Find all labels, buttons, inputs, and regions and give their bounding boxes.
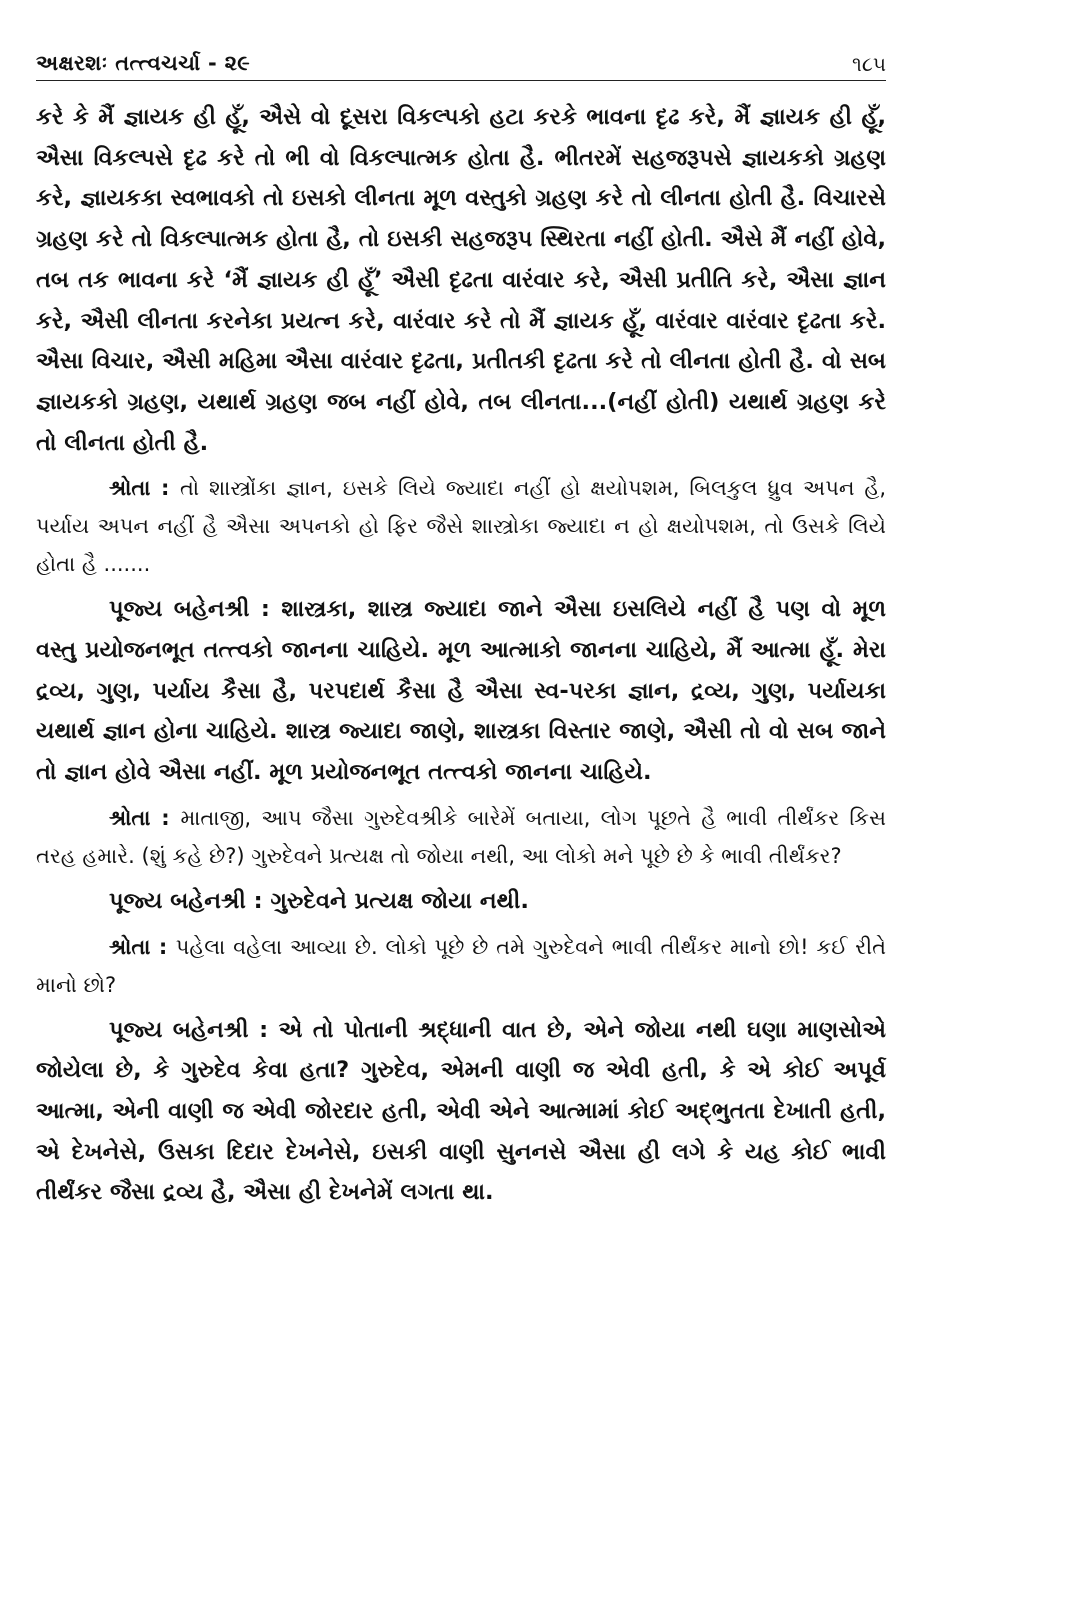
speaker-separator: : <box>248 1016 279 1043</box>
speaker-separator: : <box>245 887 271 914</box>
page-header <box>36 40 886 81</box>
speaker-label: પૂજ્ય બહેનશ્રી <box>109 1016 249 1043</box>
speaker-label: શ્રોતા <box>109 934 151 959</box>
dialogue-listener <box>36 799 886 875</box>
speaker-separator: : <box>150 934 176 959</box>
speaker-separator: : <box>249 596 282 623</box>
paragraph-text: કરે કે મૈં જ્ઞાયક હી હૂઁ, ઐસે વો દૂસરા વિકલ્પકો હટા કરકે ભાવના દૃઢ કરે, મૈં જ્ઞાયક હી હૂઁ, ઐસા વિકલ્પસે દૃઢ કરે તો ભી વો વિકલ્પાત્મક હોતા હૈ. ભીતરમેં સહજરૂપસે જ્ઞાયકકો ગ્રહણ કરે, જ્ઞાયકકા સ્વભાવકો તો ઇસકો લીનતા મૂળ વસ્તુકો ગ્રહણ કરે તો લીનતા હોતી હૈ. વિચારસે ગ્રહણ કરે તો વિકલ્પાત્મક હોતા હૈ, તો ઇસકી સહજરૂપ સ્થિરતા નહીં હોતી. ઐસે મૈં નહીં હોવે, તબ તક ભાવના કરે ‘મૈં જ્ઞાયક હી હૂઁ’ ઐસી દૃઢતા વારંવાર કરે, ઐસી પ્રતીતિ કરે, ઐસા જ્ઞાન કરે, ઐસી લીનતા કરનેકા પ્રયત્ન કરે, વારંવાર કરે તો મૈં જ્ઞાયક હૂઁ, વારંવાર વારંવાર દૃઢતા કરે. ઐસા વિચાર, ઐસી મહિમા ઐસા વારંવાર દૃઢતા, પ્રતીતકી દૃઢતા કરે તો લીનતા હોતી હૈ. વો સબ જ્ઞાયકકો ગ્રહણ, યથાર્થ ગ્રહણ જબ નહીં હોવે, તબ લીનતા...(નહીં હોતી) યથાર્થ ગ્રહણ કરે તો લીનતા હોતી હૈ. <box>36 104 886 456</box>
speaker-separator: : <box>150 805 181 830</box>
page-body <box>36 97 886 1213</box>
dialogue-text: પહેલા વહેલા આવ્યા છે. લોકો પૂછે છે તમે ગુરુદેવને ભાવી તીર્થંકર માનો છો! કઈ રીતે માનો છો? <box>36 934 886 997</box>
dialogue-behenshri <box>36 589 886 793</box>
speaker-label: શ્રોતા <box>109 476 151 501</box>
page <box>36 40 886 1219</box>
dialogue-text: શાસ્ત્રકા, શાસ્ત્ર જ્યાદા જાને ઐસા ઇસલિયે નહીં હૈ પણ વો મૂળ વસ્તુ પ્રયોજનભૂત તત્ત્વકો જાનના ચાહિયે. મૂળ આત્માકો જાનના ચાહિયે, મૈં આત્મા હૂઁ. મેરા દ્રવ્ય, ગુણ, પર્યાય કૈસા હૈ, પરપદાર્થ કૈસા હૈ ઐસા સ્વ-પરકા જ્ઞાન, દ્રવ્ય, ગુણ, પર્યાયકા યથાર્થ જ્ઞાન હોના ચાહિયે. શાસ્ત્ર જ્યાદા જાણે, શાસ્ત્રકા વિસ્તાર જાણે, ઐસી તો વો સબ જાને તો જ્ઞાન હોવે ઐસા નહીં. મૂળ પ્રયોજનભૂત તત્ત્વકો જાનના ચાહિયે. <box>36 596 886 786</box>
speaker-label: શ્રોતા <box>109 805 151 830</box>
paragraph-continuation <box>36 97 886 463</box>
speaker-separator: : <box>150 476 180 501</box>
dialogue-listener <box>36 469 886 583</box>
running-title: અક્ષરશઃ તત્ત્વચર્ચા - ૨૯ <box>36 51 250 75</box>
speaker-label: પૂજ્ય બહેનશ્રી <box>109 596 250 623</box>
dialogue-text: ગુરુદેવને પ્રત્યક્ષ જોયા નથી. <box>270 887 529 914</box>
dialogue-behenshri <box>36 881 886 922</box>
dialogue-behenshri <box>36 1010 886 1214</box>
speaker-label: પૂજ્ય બહેનશ્રી <box>109 887 246 914</box>
dialogue-listener <box>36 928 886 1004</box>
dialogue-text: તો શાસ્ત્રોંકા જ્ઞાન, ઇસકે લિયે જ્યાદા નહીં હો ક્ષયોપશમ, બિલકુલ ધ્રુવ અપન હૈ, પર્યાય અપન નહીં હૈ ઐસા અપનકો હો ફિર જૈસે શાસ્ત્રોકા જ્યાદા ન હો ક્ષયોપશમ, તો ઉસકે લિયે હોતા હૈ ....... <box>36 476 886 577</box>
dialogue-text: એ તો પોતાની શ્રદ્ધાની વાત છે, એને જોયા નથી ઘણા માણસોએ જોયેલા છે, કે ગુરુદેવ કેવા હતા? ગુરુદેવ, એમની વાણી જ એવી હતી, કે એ કોઈ અપૂર્વ આત્મા, એની વાણી જ એવી જોરદાર હતી, એવી એને આત્મામાં કોઈ અદ્ભુતતા દેખાતી હતી, એ દેખનેસે, ઉસકા દિદાર દેખનેસે, ઇસકી વાણી સુનનસે ઐસા હી લગે કે યહ કોઈ ભાવી તીર્થંકર જૈસા દ્રવ્ય હૈ, ઐસા હી દેખનેમેં લગતા થા. <box>36 1016 887 1206</box>
dialogue-text: માતાજી, આપ જૈસા ગુરુદેવશ્રીકે બારેમેં બતાયા, લોગ પૂછતે હૈ ભાવી તીર્થંકર કિસ તરહ હમારે. (શું કહે છે?) ગુરુદેવને પ્રત્યક્ષ તો જોયા નથી, આ લોકો મને પૂછે છે કે ભાવી તીર્થંકર? <box>36 805 886 868</box>
page-number: ૧૮૫ <box>852 52 886 76</box>
